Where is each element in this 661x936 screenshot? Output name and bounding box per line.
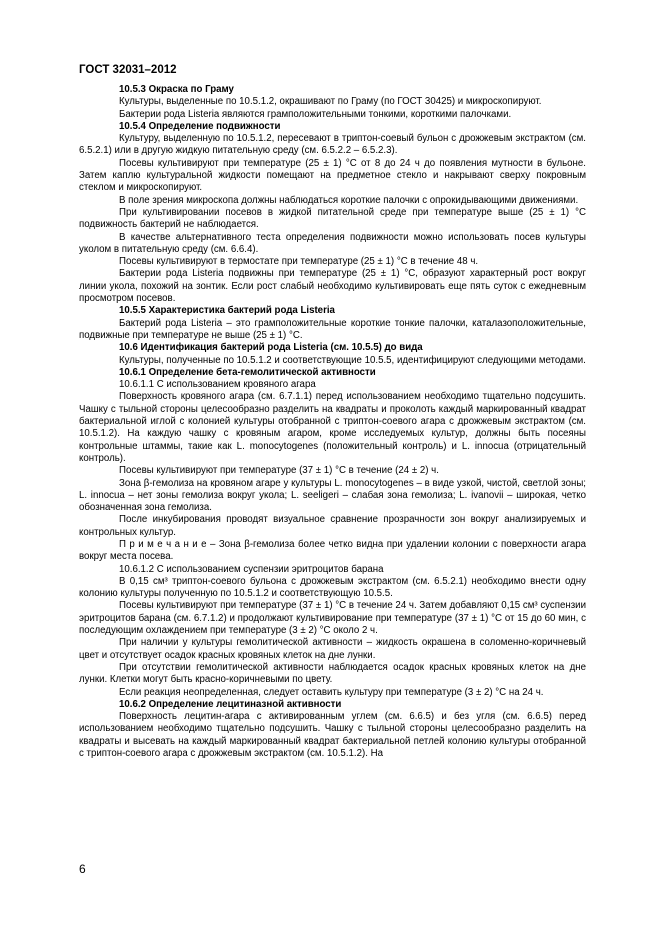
paragraph: Бактерии рода Listeria подвижны при температуре (25 ± 1) °С, образуют характерный рост вокруг линии укола, похожий на зонтик. Если рост слабый необходимо культивировать еще пять суток с ежедневным просмотром посевов. [79,268,586,305]
paragraph: При наличии у культуры гемолитической активности – жидкость окрашена в соломенно-коричневый цвет и отсутствует осадок красных кровяных клеток на дне лунки. [79,637,586,661]
paragraph: При отсутствии гемолитической активности наблюдается осадок красных кровяных клеток на дне лунки. Клетки могут быть красно-коричневыми по цвету. [79,661,586,686]
paragraph: Посевы культивируют при температуре (37 ± 1) °С в течение (24 ± 2) ч. [119,465,439,477]
section-heading: 10.5.4 Определение подвижности [119,120,281,132]
paragraph: Зона β-гемолиза на кровяном агаре у культуры L. monocytogenes – в виде узкой, чистой, светлой зоны; L. innocua – нет зоны гемолиза вокруг укола; L. seeligeri – слабая зона гемолиза; L. ivanovii – широкая, четко обозначенная зона гемолиза. [79,477,586,514]
paragraph: При культивировании посевов в жидкой питательной среде при температуре выше (25 ± 1) °С подвижность бактерий не наблюдается. [79,206,586,231]
document-body [79,84,586,760]
paragraph: Бактерии рода Listeria являются грамположительными тонкими, короткими палочками. [119,108,512,120]
paragraph: Поверхность кровяного агара (см. 6.7.1.1) перед использованием необходимо тщательно подсушить. Чашку с тыльной стороны целесообразно разделить на квадраты и проколоть каждый маркированный квадрат бактериальной иглой с колонией культуры отобранной с триптон-соевого агара с дрожжевым экстрактом (см. 10.5.1.2). На каждую чашку с кровяным агаром, кроме исследуемых культур, должны быть посеяны контрольные штаммы, такие как L. monocytogenes (положительный контроль) и L. innocua (отрицательный контроль). [79,391,586,464]
paragraph: Поверхность лецитин-агара с активированным углем (см. 6.6.5) и без угля (см. 6.6.5) перед использованием необходимо тщательно подсушить. Чашку с тыльной стороны целесообразно разделить на квадраты и высевать на каждый маркированный квадрат бактериальной петлей колонию культуры отобранной с триптон-соевого агара с дрожжевым экстрактом (см. 10.5.1.2). На [79,711,586,760]
section-heading: 10.6.1 Определение бета-гемолитической активности [119,366,376,378]
paragraph: Если реакция неопределенная, следует оставить культуру при температуре (3 ± 2) °С на 24 ч. [119,686,544,698]
paragraph: 10.6.1.2 С использованием суспензии эритроцитов барана [119,563,384,575]
paragraph: Посевы культивируют при температуре (25 ± 1) °С от 8 до 24 ч до появления мутности в бульоне. Затем каплю культуральной жидкости помещают на предметное стекло и накрывают сверху покровным стеклом и микроскопируют. [79,157,586,194]
paragraph: Культуры, полученные по 10.5.1.2 и соответствующие 10.5.5, идентифицируют следующими методами. [119,354,586,366]
paragraph: В поле зрения микроскопа должны наблюдаться короткие палочки с опрокидывающими движениями. [119,194,579,206]
section-heading: 10.5.3 Окраска по Граму [119,84,234,95]
paragraph: Посевы культивируют при температуре (37 ± 1) °С в течение 24 ч. Затем добавляют 0,15 см³ суспензии эритроцитов барана (см. 6.7.1.2) и продолжают культивирование при температуре (37 ± 1) °С от 15 до 60 мин, с последующим охлаждением при температуре (3 ± 2) °С около 2 ч. [79,600,586,637]
paragraph: В 0,15 см³ триптон-соевого бульона с дрожжевым экстрактом (см. 6.5.2.1) необходимо внести одну колонию культуры полученную по 10.5.1.2 и соответствующую 10.5.5. [79,575,586,600]
section-heading: 10.6 Идентификация бактерий рода Listeria (см. 10.5.5) до вида [119,342,423,354]
page-number: 6 [79,862,86,876]
paragraph: П р и м е ч а н и е – Зона β-гемолиза более четко видна при удалении колонии с поверхности агара вокруг места посева. [79,538,586,563]
section-heading: 10.6.2 Определение лецитиназной активности [119,698,342,710]
paragraph: 10.6.1.1 С использованием кровяного агара [119,379,316,391]
paragraph: Культуру, выделенную по 10.5.1.2, пересевают в триптон-соевый бульон с дрожжевым экстрактом (см. 6.5.2.1) или в другую жидкую питательную среду (см. 6.5.2.2 – 6.5.2.3). [79,133,586,157]
paragraph: В качестве альтернативного теста определения подвижности можно использовать посев культуры уколом в питательную среду (см. 6.6.4). [79,231,586,255]
paragraph: Посевы культивируют в термостате при температуре (25 ± 1) °С в течение 48 ч. [119,256,479,268]
section-heading: 10.5.5 Характеристика бактерий рода Listeria [119,305,335,317]
paragraph: Бактерий рода Listeria – это грамположительные короткие тонкие палочки, каталазоположительные, подвижные при температуре не выше (25 ± 1) °С. [79,317,586,341]
document-header: ГОСТ 32031–2012 [79,64,177,76]
paragraph: После инкубирования проводят визуальное сравнение прозрачности зон вокруг анализируемых и контрольных культур. [79,514,586,538]
paragraph: Культуры, выделенные по 10.5.1.2, окрашивают по Граму (по ГОСТ 30425) и микроскопируют. [119,96,542,108]
